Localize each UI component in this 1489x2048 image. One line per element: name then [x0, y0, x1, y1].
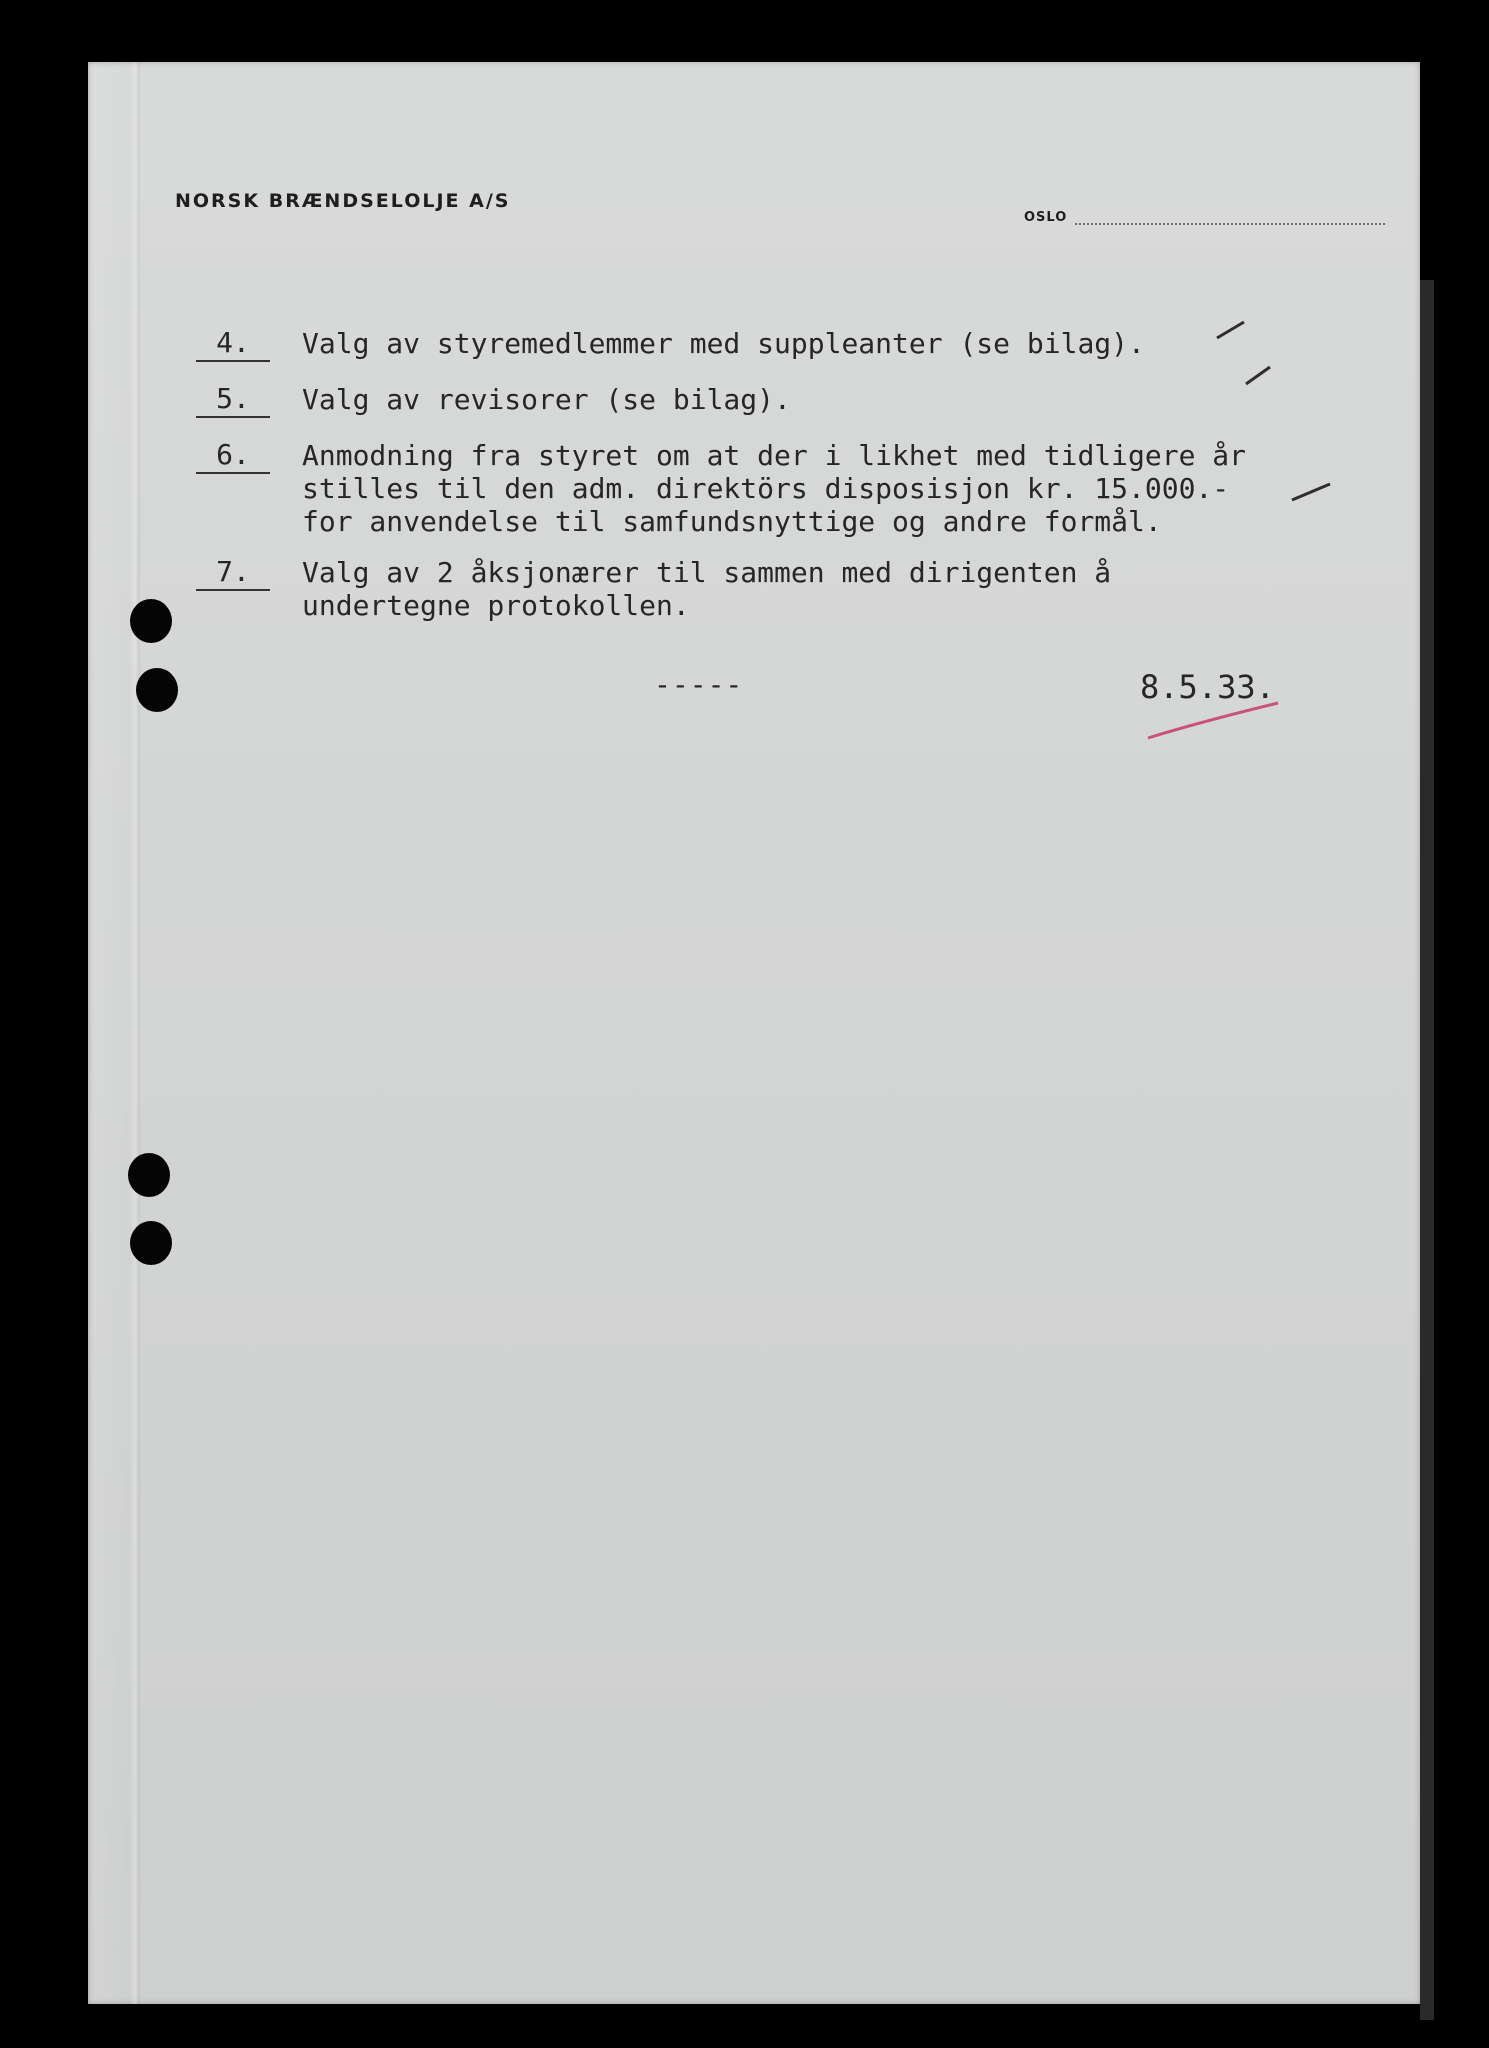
- check-mark: [1217, 322, 1244, 338]
- item-text-line: Valg av styremedlemmer med suppleanter (se bilag).: [302, 327, 1145, 360]
- separator-dashes: -----: [654, 668, 744, 701]
- item-text-line: Anmodning fra styret om at der i likhet med tidligere år: [302, 439, 1247, 472]
- item-number: 5.: [196, 382, 270, 418]
- letterhead-company: NORSK BRÆNDSELOLJE A/S: [175, 190, 511, 212]
- item-text-line: stilles til den adm. direktörs disposisjon kr. 15.000.-: [302, 472, 1230, 505]
- check-mark: [1246, 367, 1270, 384]
- item-text-line: Valg av revisorer (se bilag).: [302, 383, 791, 416]
- item-text-line: Valg av 2 åksjonærer til sammen med dirigenten å: [302, 556, 1112, 589]
- item-text-line: undertegne protokollen.: [302, 589, 690, 622]
- item-number: 6.: [196, 438, 270, 474]
- punch-hole: [128, 1153, 170, 1197]
- check-mark: [1292, 484, 1330, 500]
- punch-hole: [136, 668, 178, 712]
- document-date: 8.5.33.: [1140, 668, 1275, 706]
- punch-hole: [130, 1221, 172, 1265]
- item-number: 4.: [196, 326, 270, 362]
- item-number: 7.: [196, 555, 270, 591]
- pink-underline-mark: [1148, 703, 1278, 738]
- punch-hole: [130, 599, 172, 643]
- item-text-line: for anvendelse til samfundsnyttige og andre formål.: [302, 505, 1162, 538]
- letterhead-place: OSLO: [1024, 210, 1068, 225]
